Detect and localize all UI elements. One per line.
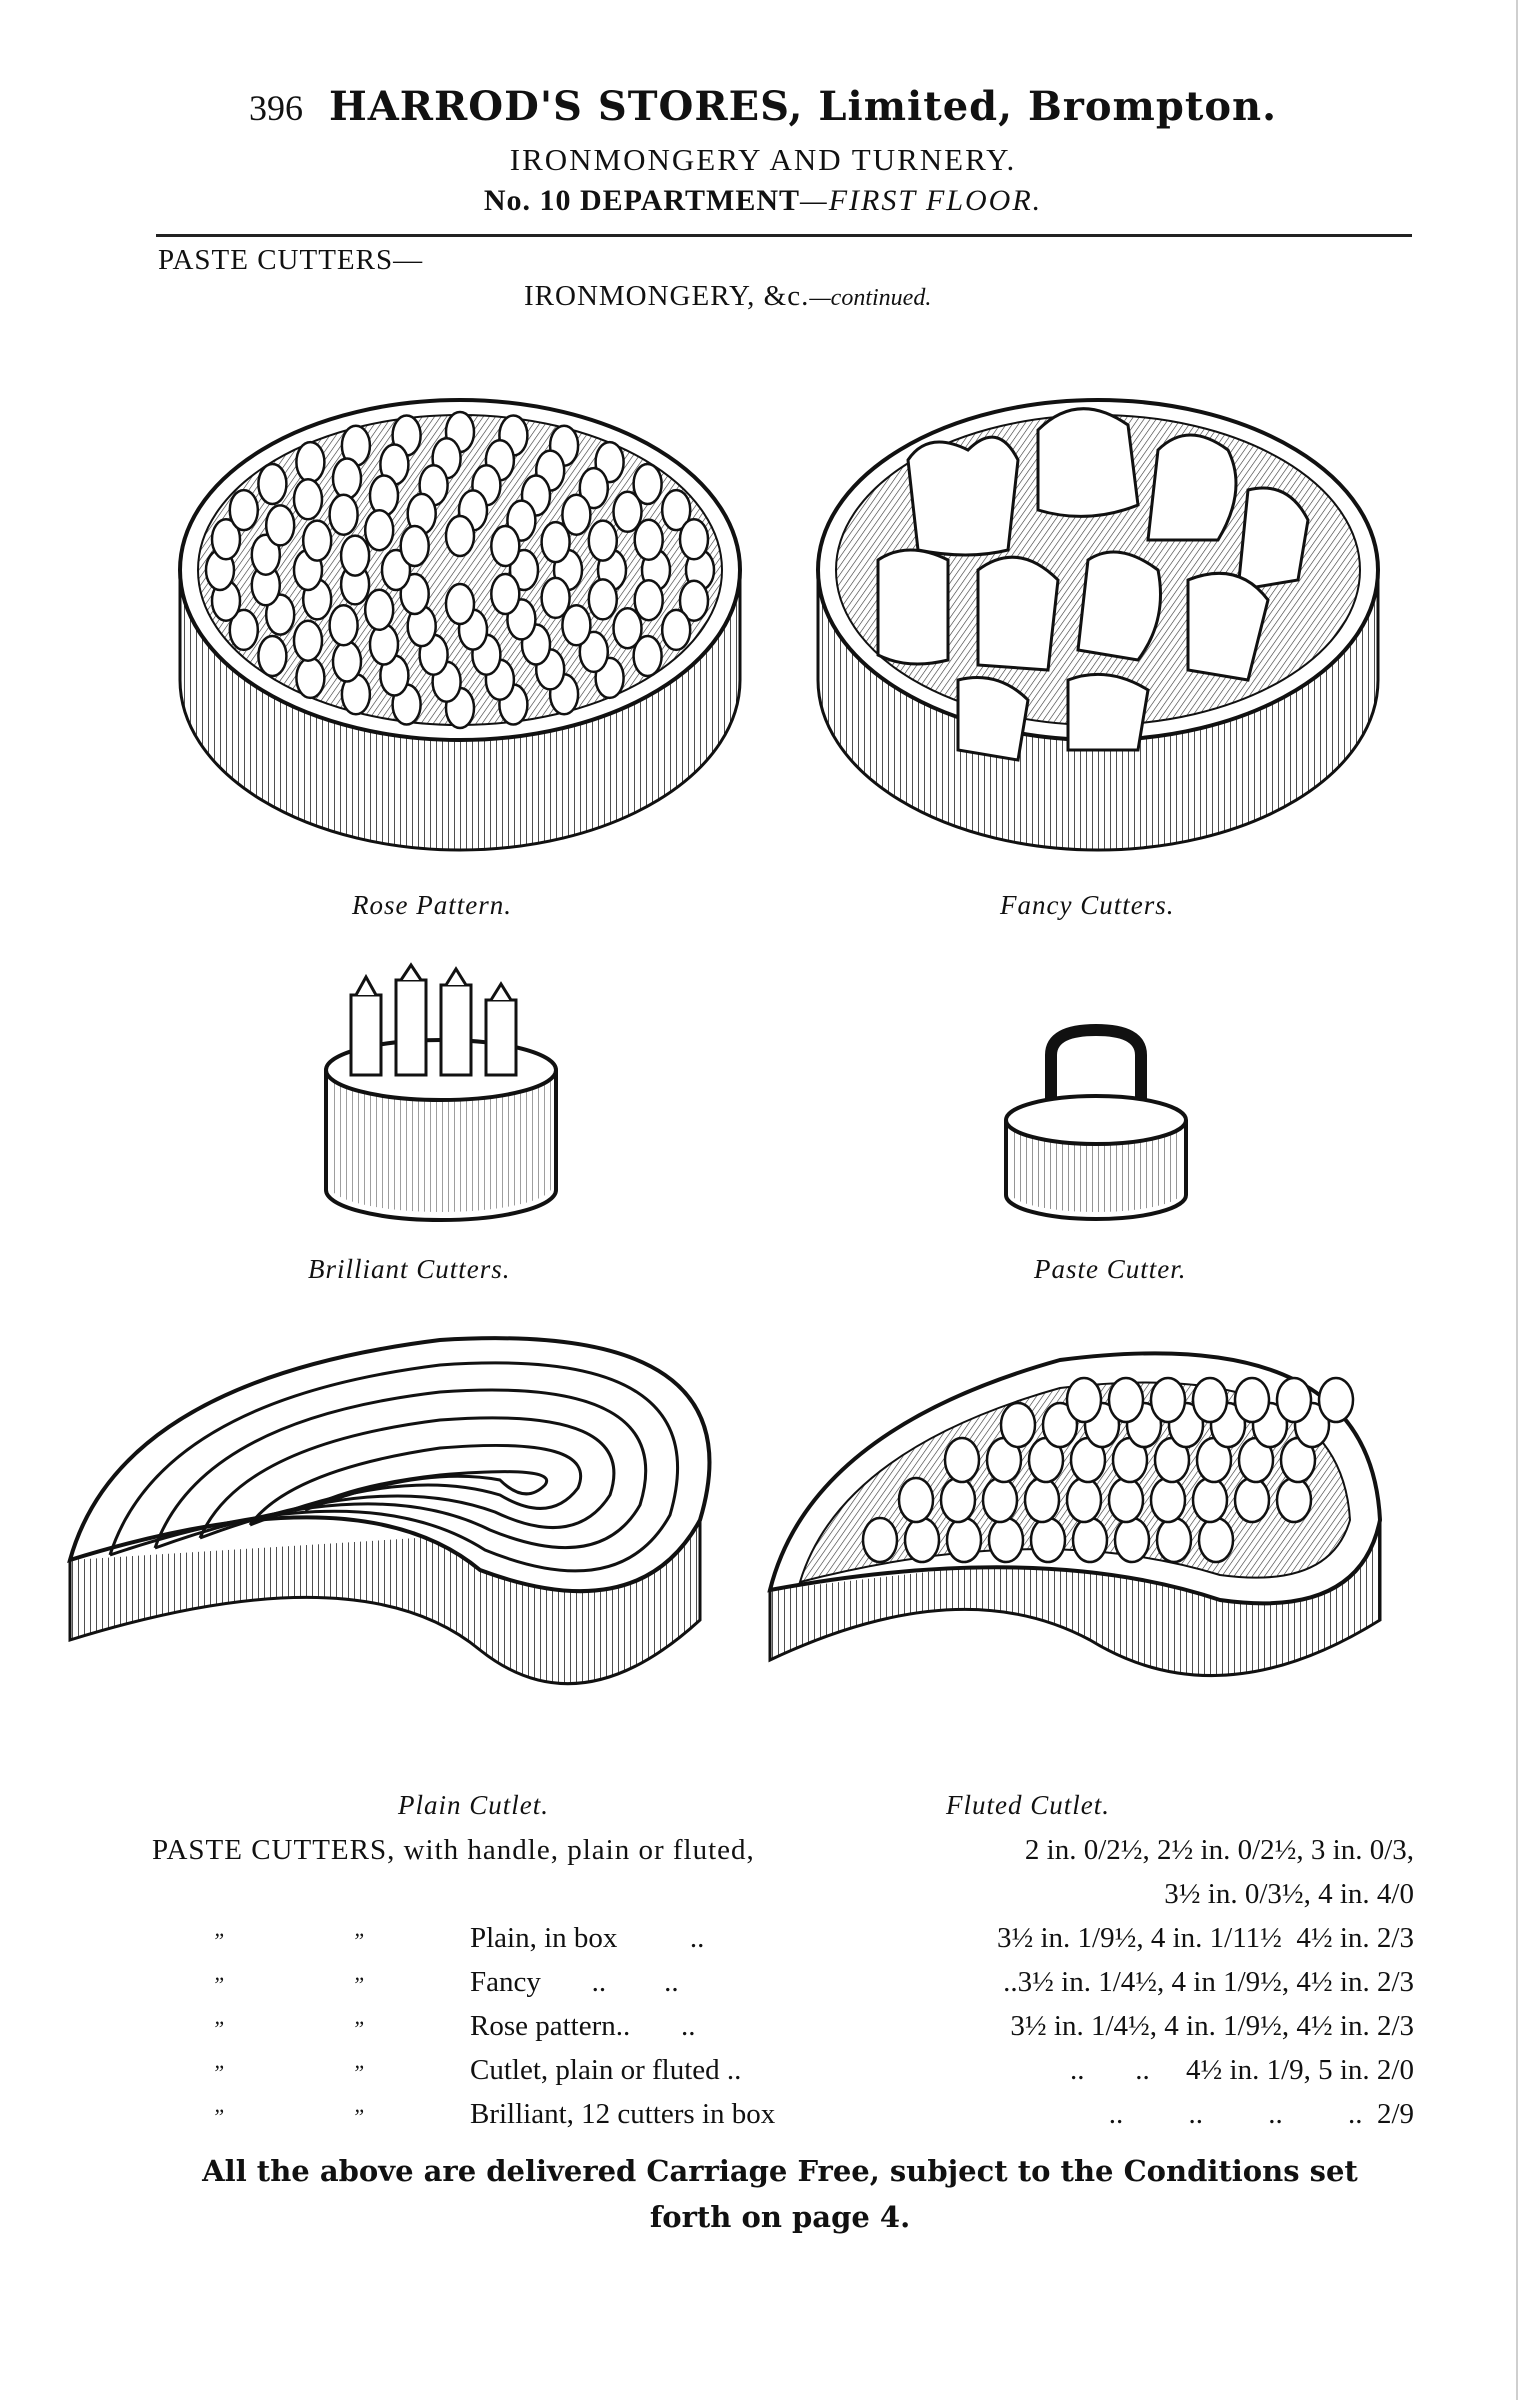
flute-scallop: [905, 1518, 939, 1562]
price-values: 3½ in. 1/9½, 4 in. 1/11½ 4½ in. 2/3: [996, 1922, 1414, 1954]
ditto-mark: ”: [212, 2016, 225, 2041]
rose-scallop: [542, 522, 570, 562]
flute-scallop: [1277, 1378, 1311, 1422]
rose-scallop: [680, 519, 708, 559]
rose-scallop: [341, 536, 369, 576]
page-edge: [1516, 0, 1518, 2400]
notice-line-2: forth on page 4.: [649, 2200, 911, 2234]
price-row-rose-pattern: [152, 2010, 1414, 2054]
rose-scallop: [365, 590, 393, 630]
flute-scallop: [1151, 1478, 1185, 1522]
ditto-mark: ”: [352, 1972, 365, 1997]
price-item-label: Fancy .. ..: [470, 1966, 679, 1998]
brilliant-cutters-illustration: [316, 960, 566, 1230]
caption-plain-cutlet: Plain Cutlet.: [398, 1790, 549, 1820]
rose-scallop: [266, 505, 294, 545]
ditto-mark: ”: [352, 1928, 365, 1953]
flute-scallop: [1109, 1378, 1143, 1422]
caption-paste-cutter: Paste Cutter.: [1034, 1254, 1187, 1284]
flute-scallop: [863, 1518, 897, 1562]
flute-scallop: [1025, 1478, 1059, 1522]
flute-scallop: [1031, 1518, 1065, 1562]
price-values: .. .. .. .. 2/9: [1108, 2098, 1414, 2130]
flute-scallop: [947, 1518, 981, 1562]
flute-scallop: [1067, 1378, 1101, 1422]
price-values: ..3½ in. 1/4½, 4 in 1/9½, 4½ in. 2/3: [1003, 1966, 1414, 1998]
ditto-mark: ”: [212, 1972, 225, 1997]
department-number: No. 10 DEPARTMENT: [483, 184, 801, 217]
rose-scallop: [294, 621, 322, 661]
header-title-line: [0, 78, 1526, 136]
notice-line-1: All the above are delivered Carriage Free, subject to the Conditions set: [202, 2154, 1358, 2188]
price-values: 2 in. 0/2½, 2½ in. 0/2½, 3 in. 0/3,: [1024, 1834, 1414, 1866]
price-list: [152, 1834, 1414, 2142]
rose-scallop: [330, 605, 358, 645]
price-row-brilliant: [152, 2098, 1414, 2142]
department-line: [0, 184, 1526, 218]
rose-scallop: [365, 510, 393, 550]
flute-scallop: [1109, 1478, 1143, 1522]
ditto-mark: ”: [352, 2060, 365, 2085]
caption-brilliant-cutters: Brilliant Cutters.: [308, 1254, 511, 1284]
rose-scallop: [542, 578, 570, 618]
rose-scallop: [258, 636, 286, 676]
ditto-mark: ”: [212, 2104, 225, 2129]
flute-scallop: [1193, 1478, 1227, 1522]
subheading-note: —continued.: [809, 285, 932, 311]
flute-scallop: [1235, 1478, 1269, 1522]
header-rule: [156, 234, 1412, 237]
caption-fancy-cutters: Fancy Cutters.: [1000, 890, 1175, 920]
rose-scallop: [446, 516, 474, 556]
rose-scallop: [296, 658, 324, 698]
price-item-label: Plain, in box ..: [470, 1922, 705, 1954]
rose-scallop: [491, 574, 519, 614]
ditto-mark: ”: [352, 2016, 365, 2041]
rose-scallop: [635, 520, 663, 560]
rose-scallop: [589, 579, 617, 619]
flute-scallop: [1001, 1403, 1035, 1447]
rose-scallop: [258, 464, 286, 504]
rose-scallop: [401, 526, 429, 566]
price-values: 3½ in. 0/3½, 4 in. 4/0: [1164, 1878, 1414, 1910]
rose-scallop: [589, 521, 617, 561]
subheading-text: IRONMONGERY, &c.: [524, 280, 810, 312]
ditto-mark: ”: [212, 2060, 225, 2085]
price-values: 3½ in. 1/4½, 4 in. 1/9½, 4½ in. 2/3: [1010, 2010, 1414, 2042]
rose-pattern-illustration: [160, 320, 760, 890]
price-row-paste-cutters-cont: [152, 1878, 1414, 1922]
plain-cutlet-illustration: [60, 1320, 760, 1740]
rose-scallop: [370, 625, 398, 665]
department-floor: —FIRST FLOOR.: [800, 184, 1043, 217]
ditto-mark: ”: [352, 2104, 365, 2129]
flute-scallop: [945, 1438, 979, 1482]
flute-scallop: [1235, 1378, 1269, 1422]
paste-cutter-illustration: [996, 1010, 1196, 1230]
rose-scallop: [296, 442, 324, 482]
fluted-cutlet-illustration: [760, 1320, 1420, 1740]
price-item-label: Brilliant, 12 cutters in box: [470, 2098, 776, 2130]
rose-scallop: [614, 608, 642, 648]
price-item-label: Rose pattern.. ..: [470, 2010, 696, 2042]
flute-scallop: [1151, 1378, 1185, 1422]
price-row-plain-box: [152, 1922, 1414, 1966]
price-row-paste-cutters: [152, 1834, 1414, 1878]
flute-scallop: [1277, 1478, 1311, 1522]
carriage-free-notice: [150, 2148, 1410, 2240]
flute-scallop: [989, 1518, 1023, 1562]
rose-scallop: [294, 479, 322, 519]
price-item-label: Cutlet, plain or fluted ..: [470, 2054, 742, 2086]
flute-scallop: [1319, 1378, 1353, 1422]
flute-scallop: [941, 1478, 975, 1522]
flute-scallop: [1073, 1518, 1107, 1562]
rose-scallop: [446, 584, 474, 624]
flute-scallop: [1067, 1478, 1101, 1522]
flute-scallop: [983, 1478, 1017, 1522]
rose-scallop: [330, 495, 358, 535]
flute-scallop: [1193, 1378, 1227, 1422]
flute-scallop: [899, 1478, 933, 1522]
rose-scallop: [370, 476, 398, 516]
page-header: [0, 78, 1526, 218]
caption-rose-pattern: Rose Pattern.: [352, 890, 512, 920]
section-heading: PASTE CUTTERS—: [158, 244, 424, 276]
price-row-fancy: [152, 1966, 1414, 2010]
flute-scallop: [1199, 1518, 1233, 1562]
ditto-mark: ”: [212, 1928, 225, 1953]
rose-scallop: [303, 521, 331, 561]
rose-scallop: [333, 642, 361, 682]
store-name: HARROD'S STORES, Limited, Brompton.: [328, 83, 1278, 130]
department-type: IRONMONGERY AND TURNERY.: [509, 142, 1017, 177]
rose-scallop: [662, 610, 690, 650]
price-row-cutlet: [152, 2054, 1414, 2098]
rose-scallop: [230, 490, 258, 530]
page-number: 396: [248, 88, 303, 128]
section-subheading: [524, 280, 931, 313]
rose-scallop: [333, 459, 361, 499]
flute-scallop: [1157, 1518, 1191, 1562]
rose-scallop: [491, 526, 519, 566]
price-values: .. .. 4½ in. 1/9, 5 in. 2/0: [1070, 2054, 1414, 2086]
caption-fluted-cutlet: Fluted Cutlet.: [946, 1790, 1110, 1820]
fancy-cutters-illustration: [798, 320, 1398, 890]
price-item-label: PASTE CUTTERS, with handle, plain or fluted,: [152, 1834, 755, 1866]
flute-scallop: [1115, 1518, 1149, 1562]
